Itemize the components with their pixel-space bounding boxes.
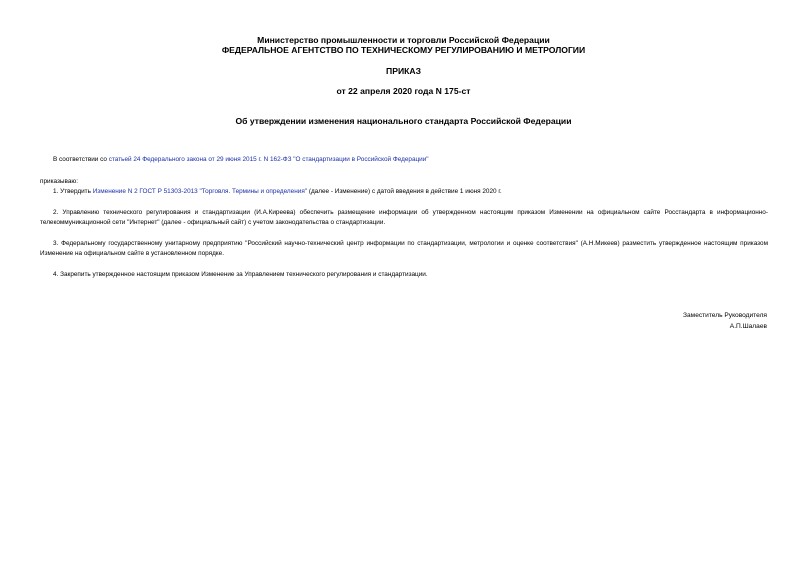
order-word: приказываю: <box>40 178 78 185</box>
federal-law-link[interactable]: статьей 24 Федерального закона от 29 июня 2015 г. N 162-ФЗ "О стандартизации в Российской Федерации" <box>108 156 429 163</box>
document-type: ПРИКАЗ <box>386 66 421 76</box>
item-2: 2. Управлению технического регулирования и стандартизации (И.А.Киреева) обеспечить размещение информации об утвержденном настоящим приказом Изменении на официальном сайте Росстандарта в информационно-телекоммуникационной сети "Интернет" (далее - официальный сайт) с учетом законодательства о стандартизации. <box>40 209 768 226</box>
intro-paragraph <box>53 155 429 165</box>
intro-prefix: В соответствии со <box>53 156 109 163</box>
signatory-name: А.П.Шалаев <box>729 323 767 330</box>
item-1-suffix: (далее - Изменение) с датой введения в действие 1 июня 2020 г. <box>307 188 502 195</box>
item-1 <box>53 187 502 197</box>
item-1-prefix: 1. Утвердить <box>53 188 93 195</box>
document-title: Об утверждении изменения национального стандарта Российской Федерации <box>235 116 572 126</box>
ministry-name: Министерство промышленности и торговли Российской Федерации <box>257 35 550 45</box>
document-date-number: от 22 апреля 2020 года N 175-ст <box>336 86 471 96</box>
item-3: 3. Федеральному государственному унитарному предприятию "Российский научно-технический центр информации по стандартизации, метрологии и оценке соответствия" (А.Н.Микеев) разместить утвержденное настоящим приказом Изменение на официальном сайте в установленном порядке. <box>40 240 768 257</box>
signatory-position: Заместитель Руководителя <box>683 312 767 319</box>
item-4: 4. Закрепить утвержденное настоящим приказом Изменение за Управлением технического регулирования и стандартизации. <box>53 271 428 278</box>
agency-name: ФЕДЕРАЛЬНОЕ АГЕНТСТВО ПО ТЕХНИЧЕСКОМУ РЕГУЛИРОВАНИЮ И МЕТРОЛОГИИ <box>221 45 586 55</box>
gost-change-link[interactable]: Изменение N 2 ГОСТ Р 51303-2013 "Торговля. Термины и определения" <box>92 188 308 195</box>
